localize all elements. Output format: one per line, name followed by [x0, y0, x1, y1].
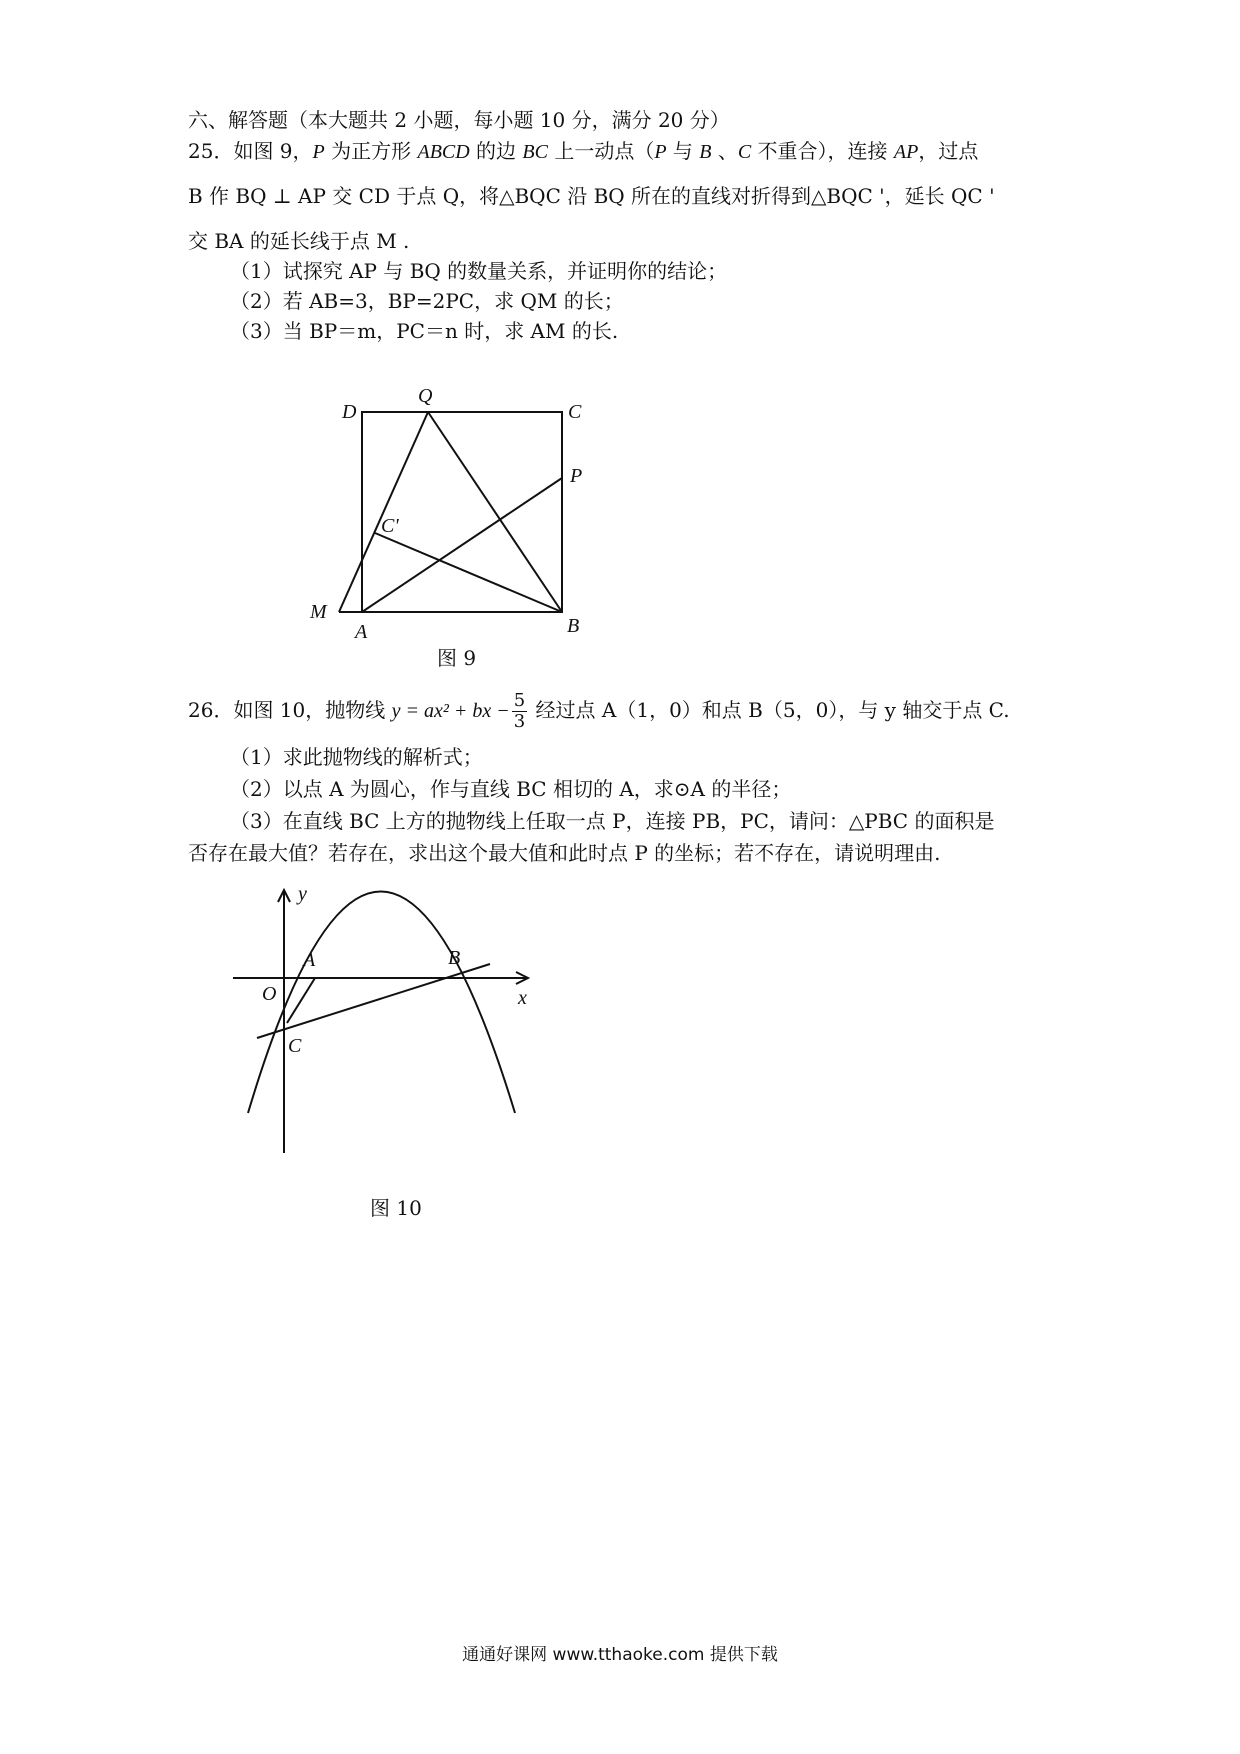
- label-c-fig10: C: [288, 1035, 302, 1057]
- label-o: O: [262, 983, 277, 1005]
- figure-10-caption: 图 10: [370, 1196, 422, 1220]
- q25-stem-p11: 、: [711, 139, 738, 163]
- q25-stem-p1: 如图 9，: [233, 139, 313, 163]
- q25-stem-line2: B 作 BQ ⊥ AP 交 CD 于点 Q，将△BQC 沿 BQ 所在的直线对折得到△BQC '，延长 QC ': [188, 184, 995, 208]
- q26-number: 26．: [188, 698, 234, 722]
- q25-stem-p13: 不重合），连接: [751, 139, 894, 163]
- q26-stem-b: 经过点 A（1，0）和点 B（5，0），与 y 轴交于点 C.: [529, 698, 1010, 722]
- label-c: C: [568, 401, 582, 423]
- q26-sub3-line2: 否存在最大值？若存在，求出这个最大值和此时点 P 的坐标；若不存在，请说明理由.: [188, 841, 941, 865]
- figure-9-caption: 图 9: [437, 646, 477, 670]
- q25-stem-p14: AP: [893, 141, 919, 163]
- label-b: B: [567, 615, 580, 637]
- q25-sub2: （2）若 AB=3，BP=2PC，求 QM 的长；: [230, 289, 624, 313]
- q25-stem-p3: 为正方形: [324, 139, 418, 163]
- q25-number: 25．: [188, 139, 234, 163]
- q25-stem-line3: 交 BA 的延长线于点 M .: [188, 229, 410, 253]
- label-m: M: [310, 601, 327, 623]
- segment-ac: [287, 978, 315, 1023]
- q26-sub1: （1）求此抛物线的解析式；: [230, 745, 483, 769]
- label-d: D: [342, 401, 357, 423]
- label-cprime: C': [381, 515, 399, 537]
- q25-stem-p15: ，过点: [918, 139, 979, 163]
- q25-sub3: （3）当 BP＝m，PC＝n 时，求 AM 的长.: [230, 319, 619, 343]
- q26-formula: y = ax² + bx −: [391, 700, 510, 722]
- line-bc: [257, 964, 490, 1038]
- label-b-fig10: B: [448, 947, 461, 969]
- q26-sub3-line1: （3）在直线 BC 上方的抛物线上任取一点 P，连接 PB，PC，请问：△PBC 的面积是: [230, 809, 995, 833]
- q26-sub2: （2）以点 A 为圆心，作与直线 BC 相切的 A，求⊙A 的半径；: [230, 777, 792, 801]
- label-y: y: [298, 883, 307, 905]
- q25-sub1: （1）试探究 AP 与 BQ 的数量关系，并证明你的结论；: [230, 259, 728, 283]
- q26-stem-a: 如图 10，抛物线: [233, 698, 392, 722]
- q25-stem-p6: BC: [522, 141, 548, 163]
- q25-stem-p10: B: [699, 141, 712, 163]
- q25-stem-p5: 的边: [469, 139, 523, 163]
- label-q: Q: [418, 385, 433, 407]
- q25-stem-p2: P: [312, 141, 325, 163]
- q26-frac-den: 3: [513, 711, 526, 732]
- label-x: x: [518, 987, 527, 1009]
- label-a-fig10: A: [303, 949, 316, 971]
- q25-stem-p9: 与: [666, 139, 700, 163]
- label-p: P: [570, 465, 583, 487]
- parabola: [248, 892, 515, 1114]
- q25-stem-p7: 上一动点（: [547, 139, 655, 163]
- q25-stem-p8: P: [654, 141, 667, 163]
- label-a: A: [355, 621, 368, 643]
- q25-stem-p4: ABCD: [417, 141, 470, 163]
- section-header: 六、解答题（本大题共 2 小题，每小题 10 分，满分 20 分）: [188, 108, 730, 132]
- q25-stem-p12: C: [737, 141, 752, 163]
- footer: 通通好课网 www.tthaoke.com 提供下载: [462, 1645, 778, 1665]
- q26-frac-num: 5: [513, 690, 526, 711]
